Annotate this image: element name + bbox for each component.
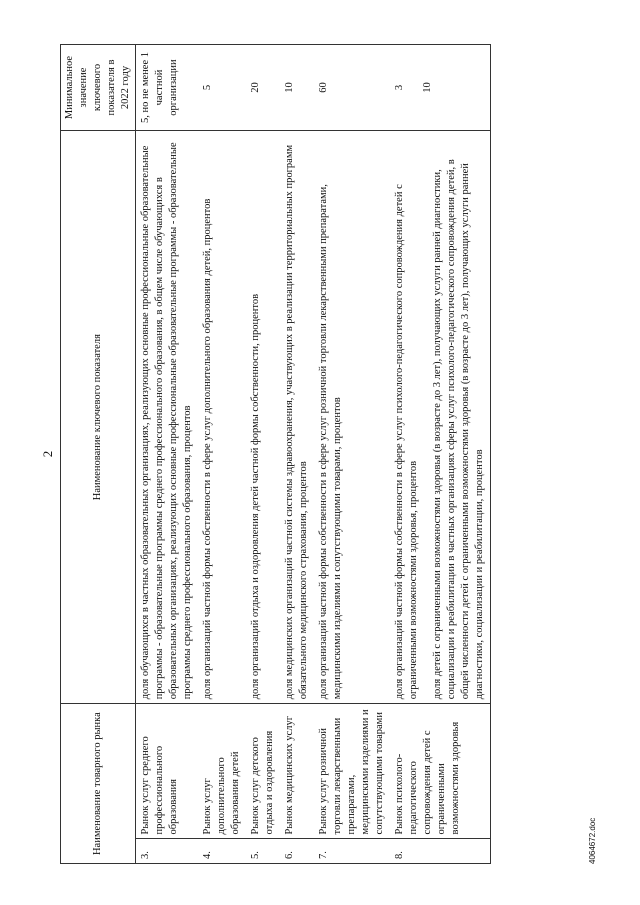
page-number: 2 [40,450,55,458]
indicator-value: 10 [422,82,433,93]
indicator-value: 60 [318,82,329,93]
row-number: 3. [136,839,199,864]
indicator-text: доля организаций отдыха и оздоровления детей частной формы собственности, процентов [250,293,261,700]
indicator-cell [246,131,280,704]
indicator-value: 10 [284,82,295,93]
indicator-cell [390,131,491,704]
table-row [246,45,280,864]
market-name: Рынок услуг розничной торговли лекарственными препаратами, медицинскими изделиями и сопутствующими товарами [314,704,390,839]
table-row [198,45,246,864]
indicator-value: 3 [394,84,405,91]
row-number: 8. [390,839,491,864]
document-filename: 4064672.doc [588,817,597,864]
value-cell [314,45,390,131]
indicator-value: 5 [202,84,213,91]
indicator-value: 20 [250,82,261,93]
market-name: Рынок услуг среднего профессионального образования [136,704,199,839]
market-name: Рынок психолого-педагогического сопровождения детей с ограниченными возможностями здоровья [390,704,491,839]
indicator-text: доля организаций частной формы собственности в сфере услуг психолого-педагогического сопровождения детей с ограниченными возможностями здоровья, процентов [394,184,419,700]
row-number: 5. [246,839,280,864]
row-number: 4. [198,839,246,864]
table-row [136,45,199,864]
header-market: Наименование товарного рынка [61,704,136,864]
indicator-text: доля детей с ограниченными возможностями здоровья (в возрасте до 3 лет), получающих услуги ранней диагностики, социализации и реабилитации в частных организациях сферы услуг психолого-педагогического сопровождения детей, в общей численности детей с ограниченными возможностями здоровья (в возрасте до 3 лет), получающих услуги ранней диагностики, социализации и реабилитации, процентов [432,159,485,700]
indicator-cell [136,131,199,704]
indicator-text: доля организаций частной формы собственности в сфере услуг розничной торговли лекарственными препаратами, медицинскими изделиями и сопутствующими товарами, процентов [318,184,343,700]
table-header-row [61,45,136,864]
value-cell [246,45,280,131]
table-row [314,45,390,864]
row-number: 6. [280,839,314,864]
table-row [280,45,314,864]
value-cell [280,45,314,131]
market-name: Рынок услуг дополнительного образования детей [198,704,246,839]
indicator-text: доля организаций частной формы собственности в сфере услуг дополнительного образования детей, процентов [202,198,213,700]
value-cell [198,45,246,131]
value-cell [136,45,199,131]
indicator-text: доля обучающихся в частных образовательных организациях, реализующих основные профессиональные образовательные программы - образовательные программы среднего профессионального образования, в общем числе обучающихся в образовательных организациях, реализующих основные профессиональные образовательные программы - образовательные программы среднего профессионального образования, процентов [140,142,193,700]
indicator-cell [314,131,390,704]
indicator-cell [280,131,314,704]
indicator-cell [198,131,246,704]
market-name: Рынок медицинских услуг [280,704,314,839]
header-indicator: Наименование ключевого показателя [61,131,136,704]
value-cell [390,45,491,131]
header-value: Минимальное значение ключевого показателя в 2022 году [61,45,136,131]
market-name: Рынок услуг детского отдыха и оздоровления [246,704,280,839]
row-number: 7. [314,839,390,864]
rotated-page [40,44,600,864]
indicator-value: 5, но не менее 1 частной организации [140,52,179,124]
indicator-text: доля медицинских организаций частной системы здравоохранения, участвующих в реализации территориальных программ обязательного медицинского страхования, процентов [284,144,309,700]
indicators-table [60,44,491,864]
table-row [390,45,491,864]
